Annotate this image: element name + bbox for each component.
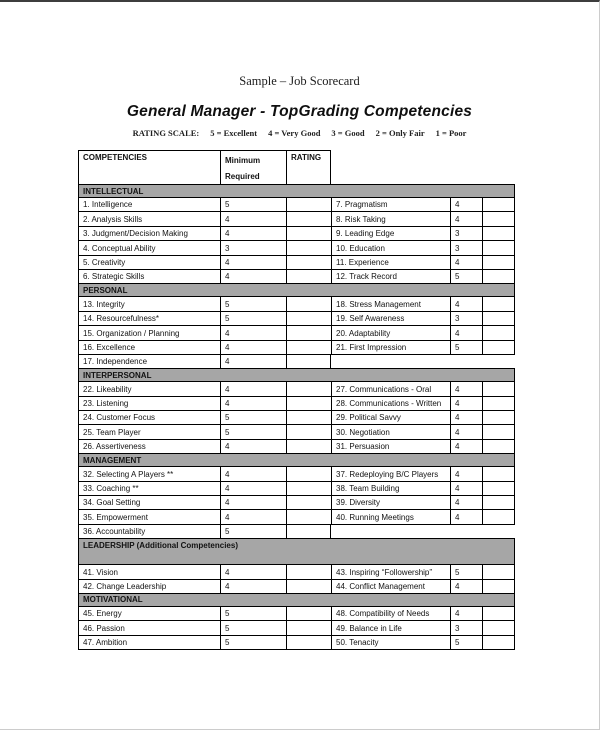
- minimum-required-value: 4: [450, 255, 482, 270]
- minimum-required-value: 4: [450, 396, 482, 411]
- competency-name: 12. Track Record: [331, 269, 450, 284]
- minimum-required-value: 4: [220, 325, 286, 340]
- rating-cell: [286, 340, 331, 355]
- competency-name: 40. Running Meetings: [331, 509, 450, 524]
- minimum-required-value: 5: [220, 620, 286, 635]
- competency-name: 46. Passion: [78, 620, 220, 635]
- rating-scale-item: 1 = Poor: [435, 128, 467, 138]
- rating-cell: [286, 396, 331, 411]
- competency-name: 32. Selecting A Players **: [78, 466, 220, 481]
- empty-row-filler: [331, 354, 515, 369]
- minimum-required-value: 4: [450, 381, 482, 396]
- minimum-required-value: 4: [220, 466, 286, 481]
- page-title: General Manager - TopGrading Competencies: [126, 103, 473, 120]
- rating-cell: [286, 269, 331, 284]
- empty-row-filler: [331, 524, 515, 539]
- competency-name: 47. Ambition: [78, 635, 220, 650]
- competency-row: [78, 606, 515, 621]
- rating-cell: [482, 240, 515, 255]
- rating-cell: [286, 635, 331, 650]
- competency-row: [78, 564, 515, 579]
- minimum-required-value: 4: [220, 269, 286, 284]
- rating-cell: [482, 381, 515, 396]
- competency-name: 7. Pragmatism: [331, 197, 450, 212]
- rating-cell: [482, 311, 515, 326]
- section-header-intellectual: INTELLECTUAL: [78, 184, 515, 198]
- section-header-management: MANAGEMENT: [78, 453, 515, 467]
- competency-row: [78, 255, 515, 270]
- minimum-required-value: 4: [450, 424, 482, 439]
- minimum-required-value: 5: [220, 410, 286, 425]
- rating-cell: [482, 466, 515, 481]
- competency-name: 44. Conflict Management: [331, 579, 450, 594]
- minimum-required-value: 4: [450, 439, 482, 454]
- competency-name: 30. Negotiation: [331, 424, 450, 439]
- rating-cell: [482, 579, 515, 594]
- competency-name: 23. Listening: [78, 396, 220, 411]
- minimum-required-value: 4: [450, 296, 482, 311]
- competency-name: 17. Independence: [78, 354, 220, 369]
- section-header-personal: PERSONAL: [78, 283, 515, 297]
- rating-cell: [482, 410, 515, 425]
- rating-cell: [482, 509, 515, 524]
- rating-cell: [286, 606, 331, 621]
- competency-name: 11. Experience: [331, 255, 450, 270]
- rating-cell: [482, 396, 515, 411]
- competency-name: 19. Self Awareness: [331, 311, 450, 326]
- minimum-required-value: 4: [450, 466, 482, 481]
- competency-name: 15. Organization / Planning: [78, 325, 220, 340]
- rating-cell: [482, 620, 515, 635]
- minimum-required-value: 4: [220, 495, 286, 510]
- minimum-required-value: 5: [450, 635, 482, 650]
- minimum-required-value: 5: [450, 340, 482, 355]
- minimum-required-value: 5: [220, 311, 286, 326]
- rating-scale-label: RATING SCALE:: [132, 128, 200, 138]
- rating-cell: [482, 481, 515, 496]
- minimum-required-value: 3: [220, 240, 286, 255]
- competency-name: 50. Tenacity: [331, 635, 450, 650]
- rating-scale-item: 2 = Only Fair: [375, 128, 425, 138]
- rating-cell: [482, 495, 515, 510]
- column-header-minimum-line2: Required: [225, 172, 260, 181]
- minimum-required-value: 3: [450, 311, 482, 326]
- column-header-rating: RATING: [286, 150, 331, 185]
- minimum-required-value: 4: [450, 197, 482, 212]
- minimum-required-value: 4: [220, 439, 286, 454]
- competency-row: [78, 340, 515, 355]
- rating-scale: [0, 128, 599, 138]
- rating-cell: [286, 255, 331, 270]
- competency-name: 38. Team Building: [331, 481, 450, 496]
- minimum-required-value: 4: [450, 579, 482, 594]
- rating-cell: [286, 495, 331, 510]
- competency-row: [78, 495, 515, 510]
- minimum-required-value: 4: [450, 325, 482, 340]
- rating-cell: [286, 410, 331, 425]
- minimum-required-value: 4: [220, 340, 286, 355]
- competency-row: [78, 296, 515, 311]
- competency-row: [78, 226, 515, 241]
- competency-name: 39. Diversity: [331, 495, 450, 510]
- rating-cell: [286, 620, 331, 635]
- rating-cell: [482, 564, 515, 579]
- minimum-required-value: 5: [220, 606, 286, 621]
- competency-row: [78, 211, 515, 226]
- rating-cell: [482, 325, 515, 340]
- competency-name: 29. Political Savvy: [331, 410, 450, 425]
- rating-cell: [286, 354, 331, 369]
- competency-name: 27. Communications - Oral: [331, 381, 450, 396]
- minimum-required-value: 4: [220, 255, 286, 270]
- rating-cell: [482, 296, 515, 311]
- minimum-required-value: 4: [450, 606, 482, 621]
- minimum-required-value: 3: [450, 620, 482, 635]
- competency-row: [78, 620, 515, 635]
- rating-scale-item: 3 = Good: [331, 128, 365, 138]
- competency-name: 45. Energy: [78, 606, 220, 621]
- minimum-required-value: 4: [450, 410, 482, 425]
- competency-name: 20. Adaptability: [331, 325, 450, 340]
- competency-row: [78, 509, 515, 524]
- rating-cell: [286, 509, 331, 524]
- minimum-required-value: 4: [220, 226, 286, 241]
- rating-cell: [286, 311, 331, 326]
- rating-cell: [482, 606, 515, 621]
- minimum-required-value: 4: [220, 579, 286, 594]
- competency-name: 25. Team Player: [78, 424, 220, 439]
- rating-cell: [286, 424, 331, 439]
- rating-cell: [286, 211, 331, 226]
- competency-name: 2. Analysis Skills: [78, 211, 220, 226]
- competency-row: [78, 354, 515, 369]
- rating-scale-item: 5 = Excellent: [210, 128, 258, 138]
- rating-cell: [286, 579, 331, 594]
- competency-name: 42. Change Leadership: [78, 579, 220, 594]
- section-header-leadership: LEADERSHIP (Additional Competencies): [78, 538, 515, 565]
- column-header-minimum-required: [220, 150, 286, 185]
- competency-name: 21. First Impression: [331, 340, 450, 355]
- competency-row: [78, 524, 515, 539]
- competency-name: 34. Goal Setting: [78, 495, 220, 510]
- competency-row: [78, 240, 515, 255]
- competency-name: 16. Excellence: [78, 340, 220, 355]
- rating-cell: [482, 211, 515, 226]
- competency-name: 4. Conceptual Ability: [78, 240, 220, 255]
- competency-name: 49. Balance in Life: [331, 620, 450, 635]
- minimum-required-value: 4: [450, 495, 482, 510]
- competency-name: 35. Empowerment: [78, 509, 220, 524]
- competency-row: [78, 481, 515, 496]
- competency-row: [78, 381, 515, 396]
- competency-name: 37. Redeploying B/C Players: [331, 466, 450, 481]
- rating-scale-item: 4 = Very Good: [268, 128, 321, 138]
- column-header-minimum-line1: Minimum: [225, 155, 261, 165]
- competency-name: 41. Vision: [78, 564, 220, 579]
- rating-cell: [286, 325, 331, 340]
- rating-cell: [482, 439, 515, 454]
- rating-cell: [286, 197, 331, 212]
- competency-row: [78, 635, 515, 650]
- competency-name: 5. Creativity: [78, 255, 220, 270]
- column-header-competencies: COMPETENCIES: [78, 150, 220, 185]
- competency-name: 28. Communications - Written: [331, 396, 450, 411]
- minimum-required-value: 4: [220, 509, 286, 524]
- competency-row: [78, 311, 515, 326]
- minimum-required-value: 5: [220, 424, 286, 439]
- minimum-required-value: 3: [450, 226, 482, 241]
- minimum-required-value: 5: [220, 296, 286, 311]
- rating-cell: [482, 226, 515, 241]
- competency-name: 26. Assertiveness: [78, 439, 220, 454]
- competency-row: [78, 579, 515, 594]
- competency-row: [78, 424, 515, 439]
- rating-cell: [286, 381, 331, 396]
- minimum-required-value: 4: [450, 211, 482, 226]
- scorecard-table: [78, 150, 515, 650]
- competency-name: 13. Integrity: [78, 296, 220, 311]
- competency-name: 10. Education: [331, 240, 450, 255]
- rating-cell: [482, 424, 515, 439]
- rating-cell: [286, 524, 331, 539]
- competency-name: 3. Judgment/Decision Making: [78, 226, 220, 241]
- minimum-required-value: 5: [450, 564, 482, 579]
- minimum-required-value: 4: [220, 396, 286, 411]
- rating-cell: [482, 635, 515, 650]
- competency-row: [78, 269, 515, 284]
- rating-cell: [286, 240, 331, 255]
- competency-name: 6. Strategic Skills: [78, 269, 220, 284]
- minimum-required-value: 4: [450, 481, 482, 496]
- minimum-required-value: 4: [220, 564, 286, 579]
- minimum-required-value: 4: [220, 211, 286, 226]
- minimum-required-value: 3: [450, 240, 482, 255]
- competency-name: 14. Resourcefulness*: [78, 311, 220, 326]
- minimum-required-value: 5: [450, 269, 482, 284]
- competency-name: 9. Leading Edge: [331, 226, 450, 241]
- section-header-interpersonal: INTERPERSONAL: [78, 368, 515, 382]
- document-title: Sample – Job Scorecard: [239, 74, 360, 88]
- minimum-required-value: 5: [220, 524, 286, 539]
- rating-cell: [482, 269, 515, 284]
- competency-row: [78, 325, 515, 340]
- table-header-row: [78, 150, 515, 185]
- competency-row: [78, 439, 515, 454]
- rating-cell: [482, 255, 515, 270]
- rating-cell: [286, 564, 331, 579]
- minimum-required-value: 4: [220, 481, 286, 496]
- rating-cell: [286, 226, 331, 241]
- competency-row: [78, 410, 515, 425]
- minimum-required-value: 4: [220, 381, 286, 396]
- rating-cell: [482, 197, 515, 212]
- competency-row: [78, 466, 515, 481]
- competency-name: 8. Risk Taking: [331, 211, 450, 226]
- competency-row: [78, 197, 515, 212]
- competency-name: 24. Customer Focus: [78, 410, 220, 425]
- minimum-required-value: 5: [220, 635, 286, 650]
- minimum-required-value: 5: [220, 197, 286, 212]
- minimum-required-value: 4: [220, 354, 286, 369]
- competency-name: 33. Coaching **: [78, 481, 220, 496]
- rating-cell: [286, 466, 331, 481]
- section-header-motivational: MOTIVATIONAL: [78, 593, 515, 607]
- rating-cell: [482, 340, 515, 355]
- competency-name: 1. Intelligence: [78, 197, 220, 212]
- competency-row: [78, 396, 515, 411]
- rating-cell: [286, 481, 331, 496]
- minimum-required-value: 4: [450, 509, 482, 524]
- competency-name: 36. Accountability: [78, 524, 220, 539]
- competency-name: 48. Compatibility of Needs: [331, 606, 450, 621]
- competency-name: 22. Likeability: [78, 381, 220, 396]
- competency-name: 18. Stress Management: [331, 296, 450, 311]
- rating-cell: [286, 439, 331, 454]
- rating-cell: [286, 296, 331, 311]
- competency-name: 31. Persuasion: [331, 439, 450, 454]
- competency-name: 43. Inspiring “Followership”: [331, 564, 450, 579]
